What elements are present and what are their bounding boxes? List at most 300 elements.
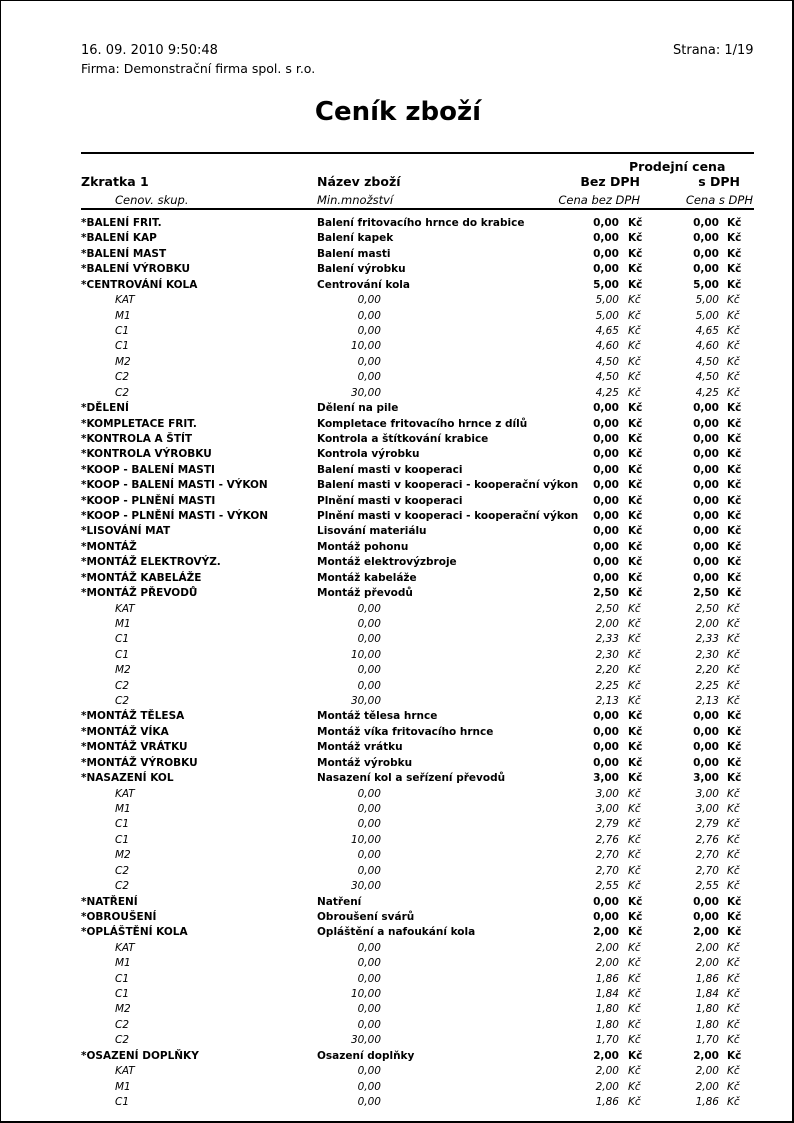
price-with-vat: 4,65 <box>695 324 719 337</box>
currency: Kč <box>727 849 740 862</box>
item-code: *MONTÁŽ KABELÁŽE <box>81 571 202 584</box>
price-group: C1 <box>115 988 130 1000</box>
item-code: *MONTÁŽ ELEKTROVÝZ. <box>81 556 221 569</box>
price-level-row <box>1 1081 794 1096</box>
price-without-vat: 0,00 <box>593 402 619 414</box>
min-quantity: 0,00 <box>357 1018 381 1031</box>
min-quantity: 10,00 <box>350 648 381 661</box>
price-level-row <box>1 973 794 988</box>
price-level-row <box>1 356 794 371</box>
price-group: C2 <box>115 880 130 893</box>
currency: Kč <box>628 571 643 584</box>
currency: Kč <box>628 463 643 476</box>
price-without-vat: 2,00 <box>595 957 619 970</box>
price-level-row <box>1 803 794 818</box>
currency: Kč <box>727 664 740 677</box>
price-group: C1 <box>115 648 130 661</box>
item-row <box>1 232 794 247</box>
price-level-row <box>1 1019 794 1034</box>
price-without-vat: 0,00 <box>593 725 619 738</box>
subheader-price-with-vat: Cena s DPH <box>685 193 753 207</box>
item-code: *MONTÁŽ PŘEVODŮ <box>81 587 198 600</box>
item-code: *KOOP - BALENÍ MASTI <box>81 463 215 476</box>
item-row <box>1 896 794 911</box>
price-with-vat: 0,00 <box>693 232 719 245</box>
price-level-row <box>1 1003 794 1018</box>
subheader-price-group: Cenov. skup. <box>115 193 189 207</box>
item-code: *OPLÁŠTĚNÍ KOLA <box>81 926 188 939</box>
currency: Kč <box>628 263 643 276</box>
price-group: KAT <box>115 602 135 615</box>
currency: Kč <box>727 1049 742 1062</box>
currency: Kč <box>727 1018 740 1031</box>
price-without-vat: 0,00 <box>593 417 619 430</box>
currency: Kč <box>628 833 641 846</box>
item-name: Kontrola a štítkování krabice <box>317 432 489 445</box>
price-group: C1 <box>115 1095 130 1108</box>
price-without-vat: 5,00 <box>595 309 619 322</box>
price-with-vat: 4,50 <box>695 355 719 368</box>
currency: Kč <box>628 386 641 399</box>
currency: Kč <box>628 556 643 569</box>
price-with-vat: 5,00 <box>693 278 719 291</box>
price-with-vat: 0,00 <box>693 217 719 229</box>
price-level-row <box>1 664 794 679</box>
item-code: *MONTÁŽ VÍKA <box>81 725 169 738</box>
price-with-vat: 0,00 <box>693 756 719 769</box>
currency: Kč <box>727 648 740 661</box>
currency: Kč <box>727 386 740 399</box>
report-title: Ceník zboží <box>314 97 482 127</box>
price-with-vat: 0,00 <box>693 448 719 461</box>
price-without-vat: 0,00 <box>593 232 619 245</box>
price-without-vat: 1,80 <box>595 1018 619 1031</box>
min-quantity: 0,00 <box>357 849 381 862</box>
currency: Kč <box>727 695 740 707</box>
min-quantity: 0,00 <box>357 972 381 985</box>
currency: Kč <box>628 355 641 368</box>
price-level-row <box>1 834 794 849</box>
currency: Kč <box>727 294 740 307</box>
currency: Kč <box>628 972 641 985</box>
price-without-vat: 0,00 <box>593 463 619 476</box>
price-group: C1 <box>115 972 130 985</box>
currency: Kč <box>628 479 643 492</box>
currency: Kč <box>628 1018 641 1031</box>
min-quantity: 0,00 <box>357 324 381 337</box>
currency: Kč <box>727 880 740 893</box>
price-with-vat: 0,00 <box>693 494 719 507</box>
currency: Kč <box>727 587 742 600</box>
price-group: M1 <box>115 1080 131 1093</box>
price-group: M2 <box>115 849 131 862</box>
price-with-vat: 2,00 <box>695 957 719 970</box>
currency: Kč <box>727 957 740 970</box>
item-row <box>1 1050 794 1065</box>
price-group: C1 <box>115 324 130 337</box>
currency: Kč <box>628 617 641 630</box>
currency: Kč <box>727 617 740 630</box>
currency: Kč <box>727 324 740 337</box>
price-with-vat: 3,00 <box>693 772 719 785</box>
item-name: Montáž kabeláže <box>317 571 417 584</box>
currency: Kč <box>727 818 740 831</box>
price-group: C2 <box>115 679 130 692</box>
price-level-row <box>1 942 794 957</box>
currency: Kč <box>727 402 742 414</box>
price-without-vat: 1,80 <box>595 1003 619 1016</box>
currency: Kč <box>727 1003 740 1016</box>
price-level-row <box>1 880 794 895</box>
price-with-vat: 0,00 <box>693 417 719 430</box>
price-level-row <box>1 680 794 695</box>
currency: Kč <box>628 787 641 800</box>
currency: Kč <box>628 880 641 893</box>
currency: Kč <box>727 803 740 815</box>
currency: Kč <box>727 633 740 646</box>
min-quantity: 0,00 <box>357 787 381 800</box>
price-with-vat: 2,00 <box>693 1049 719 1062</box>
price-level-row <box>1 957 794 972</box>
item-code: *OSAZENÍ DOPLŇKY <box>81 1049 199 1062</box>
currency: Kč <box>727 710 742 723</box>
price-group: M1 <box>115 309 131 322</box>
currency: Kč <box>628 679 641 692</box>
price-without-vat: 2,20 <box>595 664 619 677</box>
price-without-vat: 3,00 <box>593 772 619 785</box>
item-row <box>1 402 794 417</box>
item-name: Montáž převodů <box>317 587 413 600</box>
item-code: *NASAZENÍ KOL <box>81 772 174 785</box>
item-row <box>1 556 794 571</box>
price-without-vat: 5,00 <box>595 294 619 307</box>
price-level-row <box>1 618 794 633</box>
currency: Kč <box>727 510 742 522</box>
price-with-vat: 0,00 <box>693 571 719 584</box>
item-code: *MONTÁŽ VÝROBKU <box>81 756 198 769</box>
currency: Kč <box>727 741 742 754</box>
item-code: *MONTÁŽ TĚLESA <box>81 710 185 723</box>
price-with-vat: 3,00 <box>695 787 719 800</box>
price-with-vat: 2,00 <box>695 1065 719 1078</box>
item-code: *DĚLENÍ <box>81 402 129 414</box>
column-header-name: Název zboží <box>317 174 401 189</box>
price-without-vat: 0,00 <box>593 895 619 908</box>
currency: Kč <box>727 371 740 384</box>
min-quantity: 0,00 <box>357 864 381 877</box>
currency: Kč <box>628 895 643 908</box>
currency: Kč <box>628 1095 641 1108</box>
price-group: C1 <box>115 818 130 831</box>
item-name: Natření <box>317 895 362 908</box>
currency: Kč <box>628 602 641 615</box>
currency: Kč <box>727 941 740 954</box>
currency: Kč <box>628 1065 641 1078</box>
column-header-price-without-vat: Bez DPH <box>580 174 640 189</box>
currency: Kč <box>727 309 740 322</box>
min-quantity: 0,00 <box>357 602 381 615</box>
price-with-vat: 2,50 <box>693 587 719 600</box>
price-without-vat: 0,00 <box>593 910 619 923</box>
price-without-vat: 0,00 <box>593 479 619 492</box>
price-without-vat: 4,25 <box>595 386 619 399</box>
price-without-vat: 4,50 <box>595 371 619 384</box>
item-name: Montáž výrobku <box>317 756 413 769</box>
item-name: Centrování kola <box>317 278 410 291</box>
price-group: C1 <box>115 340 130 353</box>
min-quantity: 0,00 <box>357 294 381 307</box>
price-without-vat: 0,00 <box>593 263 619 276</box>
print-datetime: 16. 09. 2010 9:50:48 <box>81 43 218 58</box>
price-with-vat: 2,70 <box>695 849 719 862</box>
price-without-vat: 2,00 <box>595 617 619 630</box>
item-name: Balení masti v kooperaci <box>317 463 463 476</box>
price-level-row <box>1 387 794 402</box>
currency: Kč <box>628 1003 641 1016</box>
price-with-vat: 2,79 <box>695 818 719 831</box>
currency: Kč <box>628 1049 643 1062</box>
currency: Kč <box>628 695 641 707</box>
item-code: *BALENÍ KAP <box>81 232 157 245</box>
currency: Kč <box>727 463 742 476</box>
currency: Kč <box>727 725 742 738</box>
price-without-vat: 0,00 <box>593 540 619 553</box>
item-name: Montáž pohonu <box>317 540 409 553</box>
price-level-row <box>1 633 794 648</box>
price-level-row <box>1 865 794 880</box>
price-without-vat: 2,00 <box>595 1065 619 1078</box>
price-without-vat: 2,13 <box>595 695 619 707</box>
price-level-row <box>1 325 794 340</box>
item-row <box>1 726 794 741</box>
item-name: Plnění masti v kooperaci <box>317 494 463 507</box>
currency: Kč <box>628 803 641 815</box>
currency: Kč <box>727 448 742 461</box>
price-level-row <box>1 1065 794 1080</box>
price-with-vat: 4,60 <box>695 340 719 353</box>
currency: Kč <box>727 355 740 368</box>
price-with-vat: 0,00 <box>693 710 719 723</box>
price-level-row <box>1 371 794 386</box>
price-with-vat: 0,00 <box>693 725 719 738</box>
item-code: *KONTROLA A ŠTÍT <box>81 432 193 445</box>
currency: Kč <box>628 957 641 970</box>
item-row <box>1 217 794 232</box>
currency: Kč <box>727 1065 740 1078</box>
item-row <box>1 741 794 756</box>
currency: Kč <box>628 432 643 445</box>
price-with-vat: 2,00 <box>695 941 719 954</box>
price-with-vat: 0,00 <box>693 263 719 276</box>
item-row <box>1 541 794 556</box>
price-with-vat: 4,25 <box>695 386 719 399</box>
currency: Kč <box>727 787 740 800</box>
price-with-vat: 2,20 <box>695 664 719 677</box>
item-name: Balení fritovacího hrnce do krabice <box>317 217 525 229</box>
page-number: Strana: 1/19 <box>673 43 754 58</box>
item-name: Balení výrobku <box>317 263 406 276</box>
item-name: Kontrola výrobku <box>317 448 420 461</box>
item-row <box>1 263 794 278</box>
price-with-vat: 2,25 <box>695 679 719 692</box>
min-quantity: 30,00 <box>350 695 381 707</box>
item-name: Montáž tělesa hrnce <box>317 710 438 723</box>
price-without-vat: 1,84 <box>595 988 619 1000</box>
currency: Kč <box>628 756 643 769</box>
item-row <box>1 572 794 587</box>
price-group: C2 <box>115 864 130 877</box>
currency: Kč <box>628 587 643 600</box>
price-with-vat: 5,00 <box>695 309 719 322</box>
min-quantity: 0,00 <box>357 1095 381 1108</box>
item-name: Opláštění a nafoukání kola <box>317 926 476 939</box>
price-without-vat: 0,00 <box>593 510 619 522</box>
price-with-vat: 0,00 <box>693 479 719 492</box>
min-quantity: 0,00 <box>357 617 381 630</box>
column-group-selling-price: Prodejní cena <box>629 159 726 174</box>
currency: Kč <box>727 988 740 1000</box>
currency: Kč <box>628 525 643 538</box>
price-without-vat: 2,76 <box>595 833 619 846</box>
price-without-vat: 0,00 <box>593 556 619 569</box>
currency: Kč <box>628 278 643 291</box>
price-without-vat: 0,00 <box>593 448 619 461</box>
price-with-vat: 1,86 <box>695 972 719 985</box>
firm-name: Demonstrační firma spol. s r.o. <box>123 61 316 76</box>
item-row <box>1 418 794 433</box>
column-header-price-with-vat: s DPH <box>698 174 740 189</box>
currency: Kč <box>727 910 742 923</box>
price-with-vat: 3,00 <box>695 803 719 815</box>
price-level-row <box>1 788 794 803</box>
currency: Kč <box>628 926 643 939</box>
item-code: *BALENÍ FRIT. <box>81 217 162 229</box>
price-group: KAT <box>115 787 135 800</box>
item-code: *KONTROLA VÝROBKU <box>81 448 212 461</box>
price-without-vat: 0,00 <box>593 756 619 769</box>
item-code: *KOOP - PLNĚNÍ MASTI <box>81 494 216 507</box>
currency: Kč <box>628 417 643 430</box>
currency: Kč <box>727 247 742 260</box>
currency: Kč <box>628 309 641 322</box>
price-group: C1 <box>115 833 130 846</box>
price-with-vat: 2,00 <box>695 617 719 630</box>
currency: Kč <box>628 371 641 384</box>
price-group: C2 <box>115 371 130 384</box>
price-with-vat: 2,00 <box>695 1080 719 1093</box>
price-with-vat: 0,00 <box>693 247 719 260</box>
price-without-vat: 2,30 <box>595 648 619 661</box>
price-without-vat: 2,00 <box>595 941 619 954</box>
currency: Kč <box>727 895 742 908</box>
min-quantity: 10,00 <box>350 988 381 1000</box>
currency: Kč <box>628 510 643 522</box>
currency: Kč <box>628 741 643 754</box>
price-group: KAT <box>115 294 135 307</box>
currency: Kč <box>628 232 643 245</box>
item-row <box>1 248 794 263</box>
currency: Kč <box>628 1034 641 1047</box>
currency: Kč <box>727 1095 740 1108</box>
currency: Kč <box>727 772 742 785</box>
item-row <box>1 525 794 540</box>
currency: Kč <box>628 294 641 307</box>
currency: Kč <box>727 540 742 553</box>
currency: Kč <box>628 710 643 723</box>
currency: Kč <box>628 864 641 877</box>
currency: Kč <box>628 633 641 646</box>
item-name: Balení masti <box>317 247 391 260</box>
item-row <box>1 772 794 787</box>
currency: Kč <box>628 247 643 260</box>
min-quantity: 0,00 <box>357 1065 381 1078</box>
currency: Kč <box>727 926 742 939</box>
currency: Kč <box>628 540 643 553</box>
price-group: M2 <box>115 664 131 677</box>
currency: Kč <box>628 324 641 337</box>
price-with-vat: 0,00 <box>693 895 719 908</box>
price-without-vat: 1,86 <box>595 1095 619 1108</box>
item-name: Osazení doplňky <box>317 1049 415 1062</box>
currency: Kč <box>727 864 740 877</box>
price-with-vat: 2,55 <box>695 880 719 893</box>
item-row <box>1 279 794 294</box>
price-without-vat: 2,70 <box>595 864 619 877</box>
item-row <box>1 757 794 772</box>
item-row <box>1 911 794 926</box>
price-without-vat: 2,25 <box>595 679 619 692</box>
item-row <box>1 710 794 725</box>
price-without-vat: 0,00 <box>593 217 619 229</box>
item-name: Nasazení kol a seřízení převodů <box>317 772 506 785</box>
price-without-vat: 0,00 <box>593 741 619 754</box>
price-without-vat: 4,60 <box>595 340 619 353</box>
price-group: C2 <box>115 1018 130 1031</box>
item-code: *KOMPLETACE FRIT. <box>81 417 197 430</box>
min-quantity: 0,00 <box>357 803 381 815</box>
item-code: *KOOP - PLNĚNÍ MASTI - VÝKON <box>81 510 269 522</box>
currency: Kč <box>727 217 742 229</box>
currency: Kč <box>628 448 643 461</box>
min-quantity: 0,00 <box>357 1080 381 1093</box>
price-without-vat: 5,00 <box>593 278 619 291</box>
item-row <box>1 479 794 494</box>
currency: Kč <box>727 479 742 492</box>
price-without-vat: 0,00 <box>593 247 619 260</box>
price-group: KAT <box>115 1065 135 1078</box>
price-group: KAT <box>115 941 135 954</box>
price-without-vat: 3,00 <box>595 803 619 815</box>
price-level-row <box>1 649 794 664</box>
item-row <box>1 448 794 463</box>
item-code: *OBROUŠENÍ <box>81 910 157 923</box>
price-without-vat: 0,00 <box>593 710 619 723</box>
min-quantity: 0,00 <box>357 309 381 322</box>
price-list-rows <box>1 1 794 1123</box>
currency: Kč <box>727 602 740 615</box>
price-with-vat: 0,00 <box>693 556 719 569</box>
item-name: Montáž elektrovýzbroje <box>317 556 457 569</box>
currency: Kč <box>727 232 742 245</box>
price-group: M2 <box>115 355 131 368</box>
price-with-vat: 5,00 <box>695 294 719 307</box>
price-group: C2 <box>115 386 130 399</box>
currency: Kč <box>727 679 740 692</box>
price-with-vat: 1,70 <box>695 1034 719 1047</box>
price-with-vat: 1,80 <box>695 1003 719 1016</box>
price-without-vat: 2,50 <box>595 602 619 615</box>
min-quantity: 30,00 <box>350 1034 381 1047</box>
